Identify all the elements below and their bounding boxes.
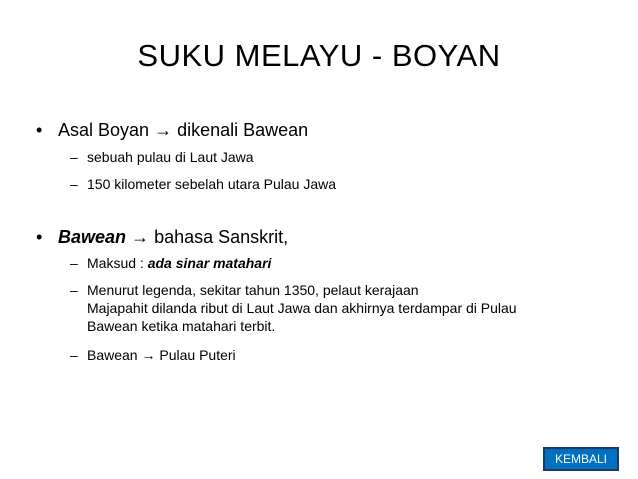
dash-marker: – <box>70 149 78 165</box>
bullet-text-prefix: Asal Boyan <box>58 120 150 140</box>
sub-bullet-legenda <box>70 281 610 335</box>
bullet-asal-boyan <box>36 119 308 141</box>
maksud-label: Maksud : <box>87 255 148 271</box>
sub-bullet-maksud <box>70 254 610 272</box>
bullet-bawean <box>36 226 288 248</box>
sub-bullet-jarak <box>70 175 610 193</box>
sub-bullet-text <box>87 346 610 364</box>
bullet-text-suffix: bahasa Sanskrit, <box>154 227 289 247</box>
pulau-name: Bawean <box>87 347 138 363</box>
dash-marker: – <box>70 347 78 363</box>
slide-title: SUKU MELAYU - BOYAN <box>137 38 501 73</box>
arrow-right-icon: → <box>154 120 173 140</box>
sub-bullet-text <box>87 281 610 335</box>
bullet-text-emphasis: Bawean <box>58 227 127 247</box>
bullet-text-suffix: dikenali Bawean <box>177 120 309 140</box>
pulau-meaning: Pulau Puteri <box>159 347 236 363</box>
dash-marker: – <box>70 176 78 192</box>
sub-bullet-pulau-puteri <box>70 346 610 364</box>
legenda-line-1: Menurut legenda, sekitar tahun 1350, pelaut kerajaan <box>87 282 419 298</box>
legenda-line-3: Bawean ketika matahari terbit. <box>87 318 276 334</box>
sub-bullet-pulau <box>70 148 610 166</box>
legenda-line-2: Majapahit dilanda ribut di Laut Jawa dan akhirnya terdampar di Pulau <box>87 300 517 316</box>
maksud-meaning: ada sinar matahari <box>147 255 272 271</box>
kembali-button[interactable]: KEMBALI <box>543 447 619 471</box>
arrow-right-icon: → <box>131 227 150 247</box>
dash-marker: – <box>70 282 78 298</box>
sub-bullet-text <box>87 254 610 272</box>
arrow-right-icon: → <box>141 347 156 363</box>
dash-marker: – <box>70 255 78 271</box>
sub-bullet-text: 150 kilometer sebelah utara Pulau Jawa <box>87 176 337 192</box>
bullet-dot: • <box>36 120 43 140</box>
sub-bullet-text: sebuah pulau di Laut Jawa <box>87 149 254 165</box>
bullet-dot: • <box>36 227 43 247</box>
